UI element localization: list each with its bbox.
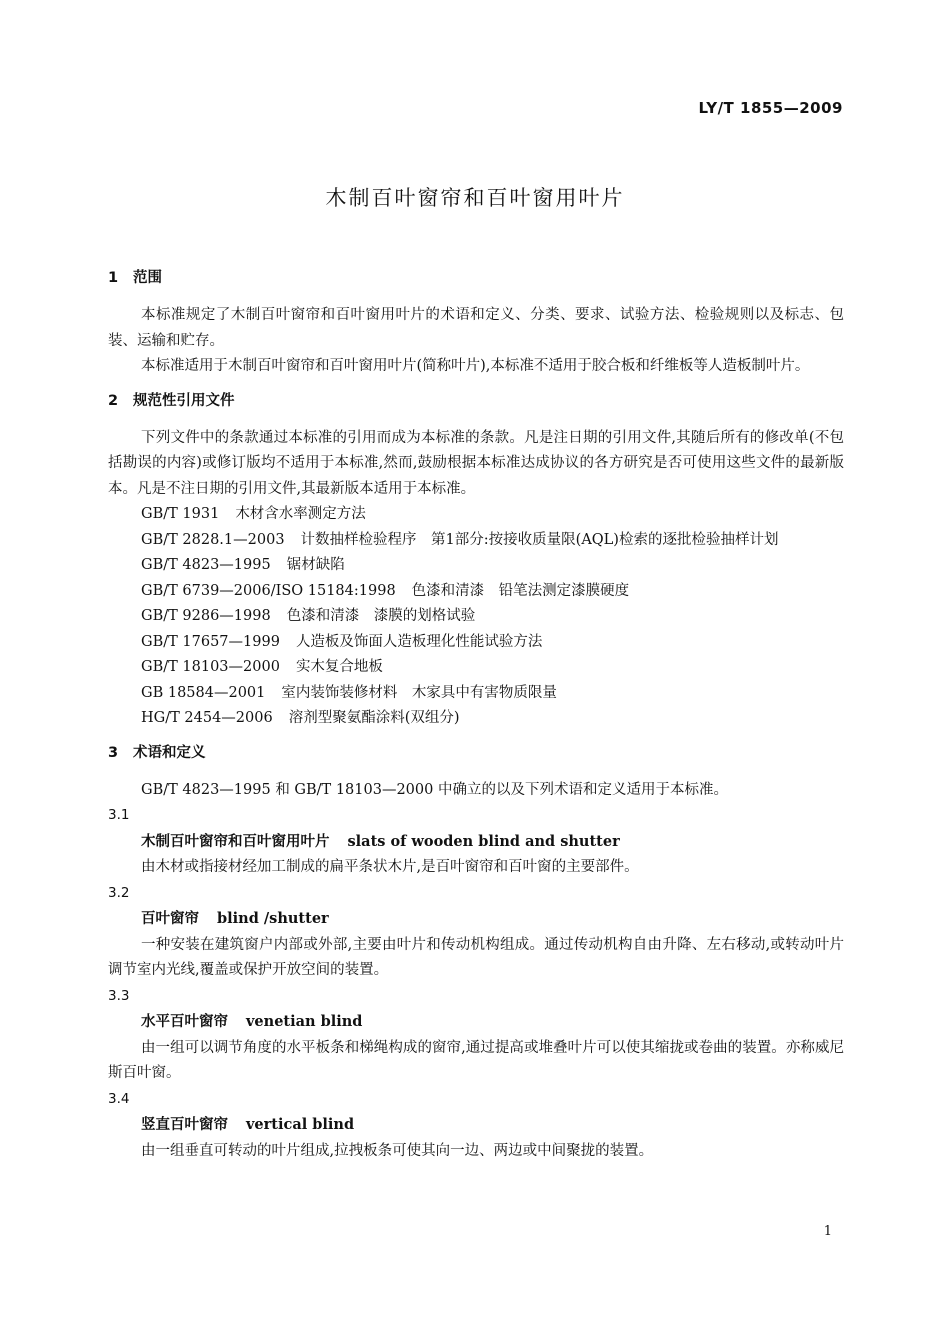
reference-code: GB/T 2828.1—2003 <box>141 531 285 548</box>
scope-paragraph-2: 本标准适用于木制百叶窗帘和百叶窗用叶片(简称叶片),本标准不适用于胶合板和纤维板等人造板制叶片。 <box>141 358 810 374</box>
reference-list <box>108 502 844 732</box>
section-title: 术语和定义 <box>133 744 206 761</box>
term-definition: 由一组可以调节角度的水平板条和梯绳构成的窗帘,通过提高或堆叠叶片可以使其缩拢或卷曲的装置。亦称威尼斯百叶窗。 <box>108 1039 844 1081</box>
reference-item <box>108 553 844 579</box>
reference-item <box>108 604 844 630</box>
reference-code: GB 18584—2001 <box>141 684 266 701</box>
page-number: 1 <box>823 1224 832 1239</box>
term-name-chinese: 木制百叶窗帘和百叶窗用叶片 <box>141 833 330 850</box>
term-name <box>108 829 844 856</box>
reference-title: 溶剂型聚氨酯涂料(双组分) <box>288 710 460 726</box>
reference-item <box>108 528 844 554</box>
reference-title: 计数抽样检验程序 第1部分:按接收质量限(AQL)检索的逐批检验抽样计划 <box>300 531 779 548</box>
term-definition: 一种安装在建筑窗户内部或外部,主要由叶片和传动机构组成。通过传动机构自由升降、左右移动,或转动叶片调节室内光线,覆盖或保护开放空间的装置。 <box>108 936 844 978</box>
term-name-english: vertical blind <box>246 1116 355 1133</box>
reference-code: HG/T 2454—2006 <box>141 710 273 726</box>
section-title: 范围 <box>133 270 162 286</box>
document-body <box>108 266 844 1164</box>
section-number: 2 <box>108 392 119 409</box>
references-intro: 下列文件中的条款通过本标准的引用而成为本标准的条款。凡是注日期的引用文件,其随后所有的修改单(不包括勘误的内容)或修订版均不适用于本标准,然而,鼓励根据本标准达成协议的各方研究是否可使用这些文件的最新版本。凡是不注日期的引用文件,其最新版本适用于本标准。 <box>108 429 844 497</box>
term-number: 3.4 <box>108 1090 130 1107</box>
reference-code: GB/T 6739—2006/ISO 15184:1998 <box>141 582 396 599</box>
reference-title: 色漆和清漆 漆膜的划格试验 <box>286 608 476 624</box>
scope-paragraph-1: 本标准规定了木制百叶窗帘和百叶窗用叶片的术语和定义、分类、要求、试验方法、检验规则以及标志、包装、运输和贮存。 <box>108 307 844 349</box>
term-name-chinese: 百叶窗帘 <box>141 911 199 927</box>
term-name-english: venetian blind <box>246 1013 363 1030</box>
section-title: 规范性引用文件 <box>133 392 235 409</box>
term-list <box>108 803 844 1164</box>
standard-code: LY/T 1855—2009 <box>698 99 843 117</box>
reference-title: 色漆和清漆 铅笔法测定漆膜硬度 <box>411 582 630 599</box>
term-definition: 由木材或指接材经加工制成的扁平条状木片,是百叶窗帘和百叶窗的主要部件。 <box>141 859 639 875</box>
section-number: 1 <box>108 270 119 286</box>
reference-title: 人造板及饰面人造板理化性能试验方法 <box>295 633 543 650</box>
section-1-heading <box>108 266 844 291</box>
reference-item <box>108 706 844 732</box>
term-name <box>108 1009 844 1036</box>
reference-code: GB/T 9286—1998 <box>141 608 271 624</box>
reference-item <box>108 579 844 605</box>
reference-title: 室内装饰装修材料 木家具中有害物质限量 <box>281 684 557 701</box>
term-name-chinese: 水平百叶窗帘 <box>141 1014 228 1030</box>
term-definition: 由一组垂直可转动的叶片组成,拉拽板条可使其向一边、两边或中间聚拢的装置。 <box>141 1142 654 1159</box>
reference-item <box>108 681 844 707</box>
term-name <box>108 1112 844 1139</box>
document-title: 木制百叶窗帘和百叶窗用叶片 <box>325 186 625 210</box>
reference-title: 实木复合地板 <box>295 659 383 675</box>
reference-code: GB/T 18103—2000 <box>141 659 280 675</box>
term-name-chinese: 竖直百叶窗帘 <box>141 1117 228 1133</box>
term-name-english: blind /shutter <box>217 910 329 927</box>
section-2-heading <box>108 389 844 414</box>
term-number: 3.1 <box>108 807 130 823</box>
reference-item <box>108 502 844 528</box>
reference-item <box>108 630 844 656</box>
section-3-heading <box>108 741 844 766</box>
reference-title: 锯材缺陷 <box>286 557 345 573</box>
term-name <box>108 906 844 933</box>
reference-title: 木材含水率测定方法 <box>235 506 366 522</box>
reference-code: GB/T 17657—1999 <box>141 633 280 650</box>
term-name-english: slats of wooden blind and shutter <box>347 832 620 850</box>
reference-item <box>108 655 844 681</box>
section-number: 3 <box>108 744 119 761</box>
reference-code: GB/T 4823—1995 <box>141 557 271 573</box>
term-number: 3.2 <box>108 884 130 901</box>
terms-intro: GB/T 4823—1995 和 GB/T 18103—2000 中确立的以及下列术语和定义适用于本标准。 <box>141 781 728 798</box>
reference-code: GB/T 1931 <box>141 506 220 522</box>
term-number: 3.3 <box>108 987 130 1004</box>
